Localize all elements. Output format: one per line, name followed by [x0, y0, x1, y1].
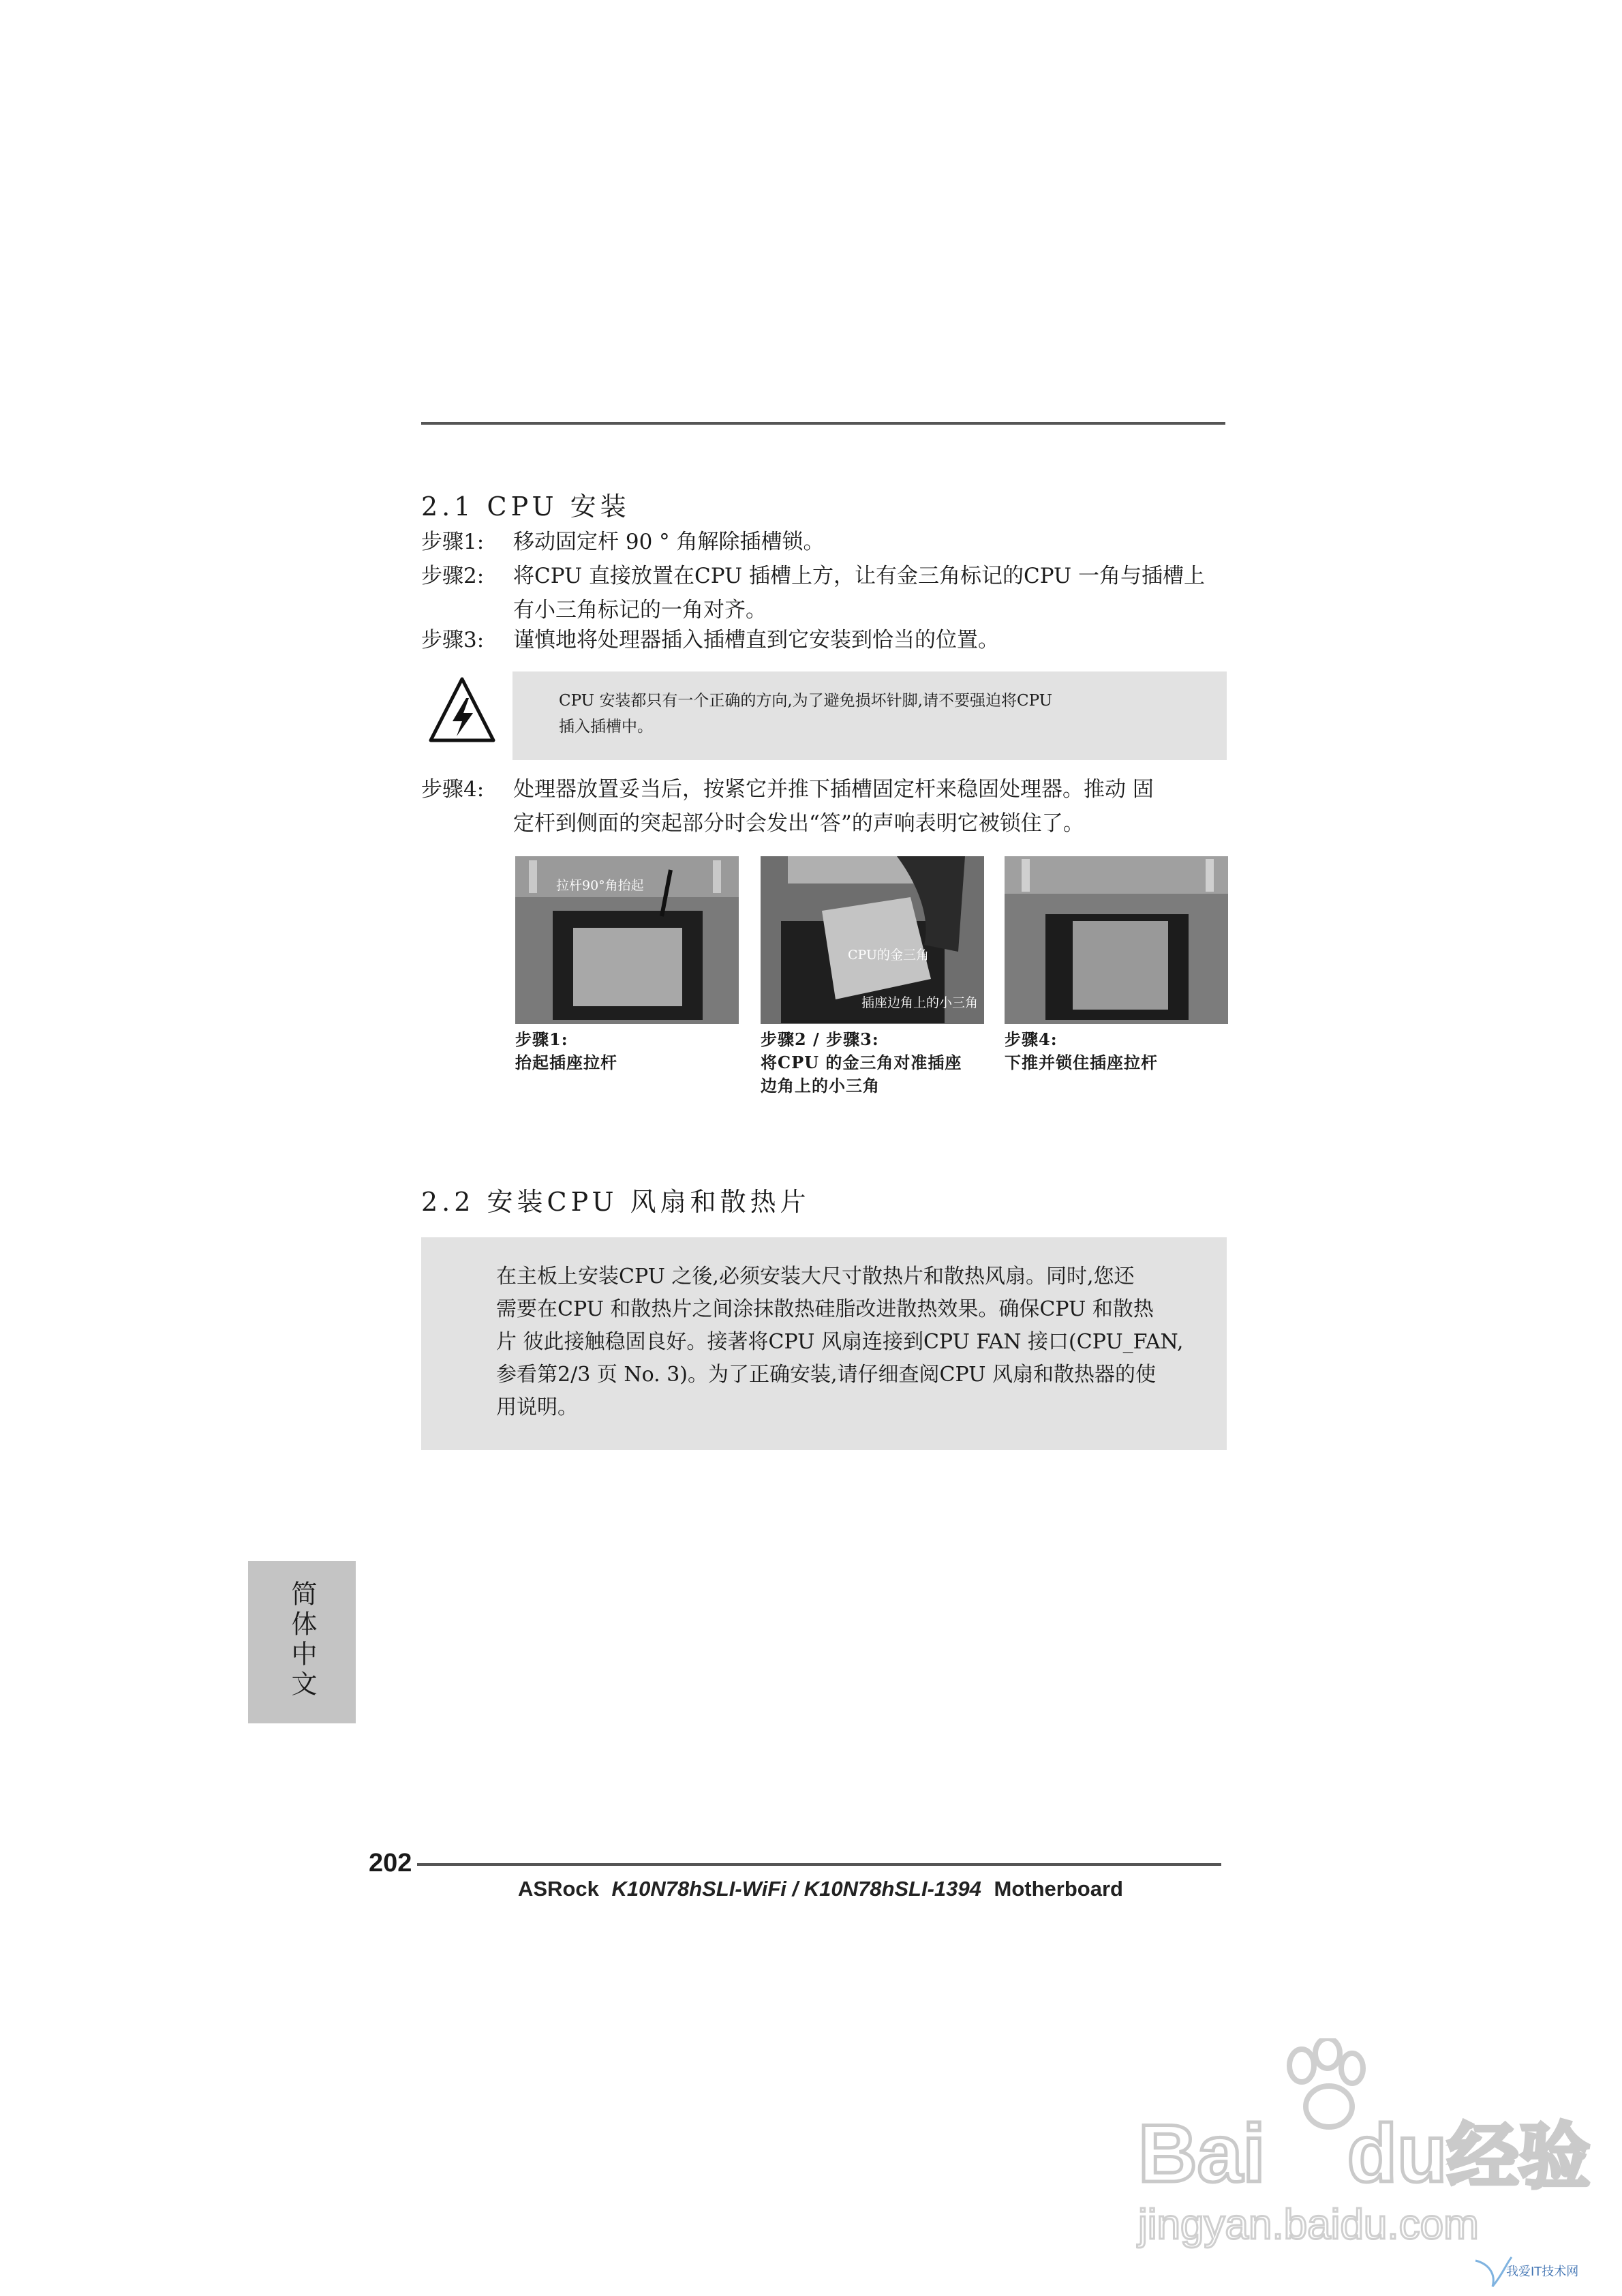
- step-label: 步骤4:: [421, 777, 485, 802]
- footer-rule: [417, 1863, 1221, 1866]
- corner-watermark: [1472, 2250, 1608, 2291]
- step-text: 移动固定杆 90 ° 角解除插槽锁。: [513, 530, 825, 554]
- photo-step-1: [515, 856, 739, 1024]
- caption-desc: 将CPU 的金三角对准插座: [761, 1053, 962, 1072]
- step-3: [421, 623, 1239, 657]
- photo-overlay-text: 拉杆90°角抬起: [556, 878, 644, 893]
- step-1: [421, 525, 1239, 559]
- step-text: 处理器放置妥当后，按紧它并推下插槽固定杆来稳固处理器。推动 固: [513, 777, 1154, 802]
- caption-step: 步骤1:: [515, 1029, 568, 1049]
- warning-box: [512, 671, 1227, 760]
- baidu-url: jingyan.baidu.com: [1138, 2201, 1479, 2248]
- footer-model: K10N78hSLI-WiFi / K10N78hSLI-1394: [611, 1877, 981, 1901]
- step-text: 将CPU 直接放置在CPU 插槽上方，让有金三角标记的CPU 一角与插槽上: [513, 564, 1206, 588]
- photo-caption-3: [1005, 1028, 1158, 1074]
- corner-watermark-text: 我爱IT技术网: [1506, 2265, 1579, 2279]
- footer-brand: ASRock: [518, 1877, 599, 1901]
- fan-para-line-3: 片 彼此接触稳固良好。接著将CPU 风扇连接到CPU FAN 接口(CPU_FAN,: [496, 1330, 1184, 1354]
- step-text: 谨慎地将处理器插入插槽直到它安装到恰当的位置。: [513, 628, 999, 652]
- step-2: [421, 559, 1239, 627]
- section-heading-2-2: 2.2 安装CPU 风扇和散热片: [421, 1187, 810, 1217]
- warning-icon-wrap: [428, 675, 496, 750]
- photo-caption-1: [515, 1028, 617, 1074]
- footer-brand-line: [518, 1877, 1123, 1901]
- step-4: [421, 772, 1239, 841]
- photo-step-2-3: [761, 856, 984, 1024]
- step-label: 步骤1:: [421, 530, 485, 554]
- fan-para-line-4: 参看第2/3 页 No. 3)。为了正确安装,请仔细查阅CPU 风扇和散热器的使: [496, 1363, 1156, 1387]
- step-text-continued: 定杆到侧面的突起部分时会发出“答”的声响表明它被锁住了。: [513, 811, 1084, 836]
- caption-step: 步骤2 / 步骤3:: [761, 1029, 879, 1049]
- section-heading-2-1: 2.1 CPU 安装: [421, 492, 630, 522]
- warning-line-1: CPU 安装都只有一个正确的方向,为了避免损坏针脚,请不要强迫将CPU: [559, 692, 1053, 710]
- fan-para-line-5: 用说明。: [496, 1395, 578, 1419]
- photo-overlay-text-2: 插座边角上的小三角: [861, 995, 979, 1010]
- photo-step-4: [1005, 856, 1228, 1024]
- step-text-continued: 有小三角标记的一角对齐。: [513, 598, 767, 622]
- fan-para-line-2: 需要在CPU 和散热片之间涂抹散热硅脂改进散热效果。确保CPU 和散热: [496, 1297, 1154, 1321]
- photo-caption-2: [761, 1028, 962, 1098]
- step-label: 步骤2:: [421, 564, 485, 588]
- baidu-part-2: du: [1347, 2108, 1448, 2199]
- footer-suffix: Motherboard: [994, 1877, 1123, 1901]
- warning-line-2: 插入插槽中。: [559, 718, 653, 736]
- fan-para-line-1: 在主板上安装CPU 之後,必须安装大尺寸散热片和散热风扇。同时,您还: [496, 1265, 1135, 1288]
- language-tab-text: 简体中文: [287, 1580, 317, 1700]
- page-number: 202: [369, 1849, 412, 1877]
- caption-desc: 下推并锁住插座拉杆: [1005, 1053, 1158, 1072]
- baidu-part-1: Bai: [1138, 2108, 1266, 2199]
- caption-step: 步骤4:: [1005, 1029, 1058, 1049]
- fan-install-box: [421, 1237, 1227, 1450]
- language-tab: [248, 1561, 356, 1723]
- baidu-wordmark: [1138, 2100, 1590, 2203]
- lightning-warning-icon: [428, 675, 496, 750]
- caption-desc: 抬起插座拉杆: [515, 1053, 617, 1072]
- photo-overlay-text: CPU的金三角: [848, 948, 930, 963]
- step-label: 步骤3:: [421, 628, 485, 652]
- caption-desc-2: 边角上的小三角: [761, 1076, 880, 1096]
- baidu-part-3: 经验: [1447, 2115, 1591, 2199]
- top-rule: [421, 422, 1225, 425]
- baidu-watermark: [1138, 2038, 1591, 2256]
